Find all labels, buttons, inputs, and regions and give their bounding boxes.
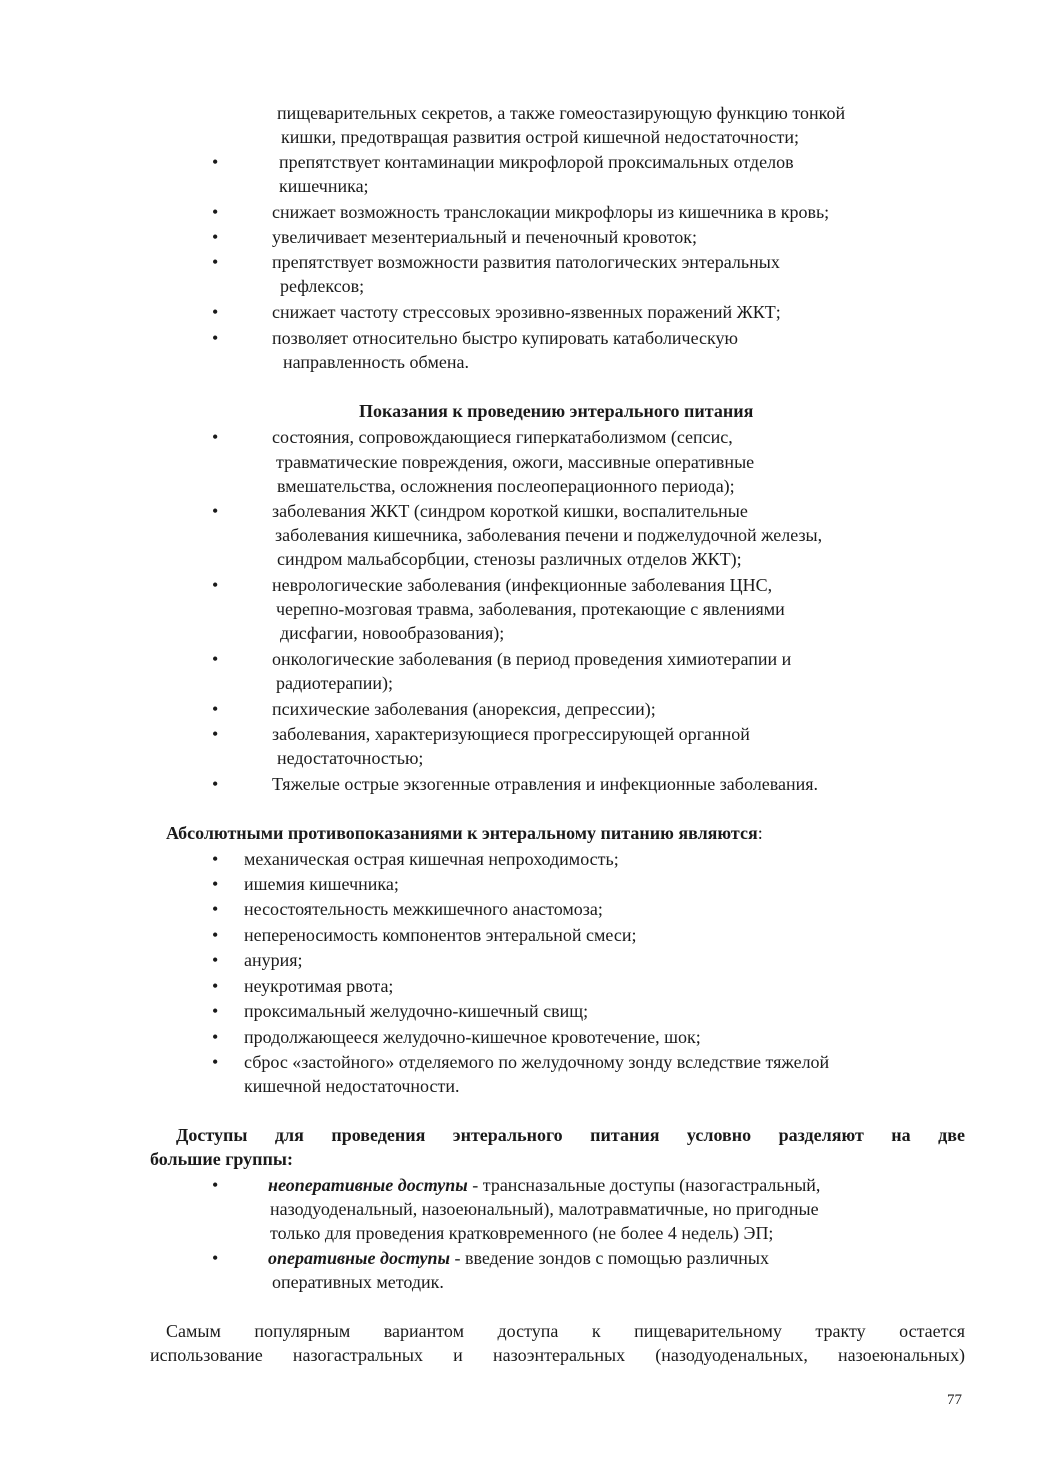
term-operative: оперативные доступы — [268, 1248, 450, 1268]
list-item-line: механическая острая кишечная непроходимость; — [244, 849, 619, 869]
list-item-line: кишечной недостаточности. — [244, 1076, 460, 1096]
list-item-line: только для проведения кратковременного (не более 4 недель) ЭП; — [270, 1223, 774, 1243]
list-item-line: направленность обмена. — [283, 352, 470, 372]
list-item-line: пищеварительных секретов, а также гомеостазирующую функцию тонкой — [277, 103, 846, 123]
list-item-line: снижает возможность транслокации микрофлоры из кишечника в кровь; — [272, 202, 830, 222]
bullet: • — [212, 1175, 219, 1195]
list-item-line: радиотерапии); — [276, 673, 394, 693]
bullet: • — [212, 252, 219, 272]
list-item-line: продолжающееся желудочно-кишечное кровотечение, шок; — [244, 1027, 701, 1047]
list-item-line: рефлексов; — [280, 276, 365, 296]
term-separator: - — [467, 1175, 483, 1195]
term-separator: - — [450, 1248, 465, 1268]
list-item-line: сброс «застойного» отделяемого по желудочному зонду вследствие тяжелой — [244, 1052, 830, 1072]
list-item-line: препятствует возможности развития патологических энтеральных — [272, 252, 780, 272]
list-item-line: состояния, сопровождающиеся гиперкатаболизмом (сепсис, — [272, 427, 733, 447]
bullet: • — [212, 849, 219, 869]
list-item-line: назодуоденальный, назоеюнальный), малотравматичные, но пригодные — [270, 1199, 819, 1219]
section-heading — [166, 821, 763, 845]
list-item-line: травматические повреждения, ожоги, массивные оперативные — [276, 452, 755, 472]
bullet: • — [212, 202, 219, 222]
list-item-line: Тяжелые острые экзогенные отравления и инфекционные заболевания. — [272, 774, 818, 794]
list-item-line: проксимальный желудочно-кишечный свищ; — [244, 1001, 589, 1021]
bullet: • — [212, 925, 219, 945]
list-item-line: онкологические заболевания (в период проведения химиотерапии и — [272, 649, 792, 669]
bullet: • — [212, 328, 219, 348]
bullet: • — [212, 699, 219, 719]
list-item-line: недостаточностью; — [277, 748, 424, 768]
list-item-line: заболевания ЖКТ (синдром короткой кишки, воспалительные — [272, 501, 748, 521]
list-item-line — [268, 1173, 820, 1197]
bullet: • — [212, 774, 219, 794]
bullet: • — [212, 302, 219, 322]
list-item-line — [268, 1246, 769, 1270]
bullet: • — [212, 1052, 219, 1072]
list-item-line: кишечника; — [279, 176, 369, 196]
term-definition: введение зондов с помощью различных — [465, 1248, 770, 1268]
list-item-line: препятствует контаминации микрофлорой проксимальных отделов — [279, 152, 794, 172]
list-item-line: синдром мальабсорбции, стенозы различных отделов ЖКТ); — [277, 549, 742, 569]
bullet: • — [212, 724, 219, 744]
bullet: • — [212, 1001, 219, 1021]
list-item-line: оперативных методик. — [272, 1272, 444, 1292]
bullet: • — [212, 899, 219, 919]
paragraph-line: Самым популярным вариантом доступа к пищеварительному тракту остается — [166, 1321, 965, 1341]
bullet: • — [212, 1027, 219, 1047]
list-item-line: заболевания кишечника, заболевания печени и поджелудочной железы, — [275, 525, 823, 545]
list-item-line: снижает частоту стрессовых эрозивно-язвенных поражений ЖКТ; — [272, 302, 781, 322]
term-nonoperative: неоперативные доступы — [268, 1175, 468, 1195]
heading-colon: : — [757, 823, 763, 843]
list-item-line: дисфагии, новообразования); — [280, 623, 505, 643]
bullet: • — [212, 976, 219, 996]
section-heading: Доступы для проведения энтерального питания условно разделяют на две — [176, 1125, 965, 1145]
list-item-line: неукротимая рвота; — [244, 976, 394, 996]
bullet: • — [212, 649, 219, 669]
list-item-line: заболевания, характеризующиеся прогрессирующей органной — [272, 724, 750, 744]
list-item-line: вмешательства, осложнения послеоперационного периода); — [277, 476, 735, 496]
list-item-line: непереносимость компонентов энтеральной смеси; — [244, 925, 637, 945]
term-definition: трансназальные доступы (назогастральный, — [482, 1175, 821, 1195]
list-item-line: позволяет относительно быстро купировать катаболическую — [272, 328, 738, 348]
list-item-line: ишемия кишечника; — [244, 874, 399, 894]
bullet: • — [212, 427, 219, 447]
list-item-line: черепно-мозговая травма, заболевания, протекающие с явлениями — [276, 599, 785, 619]
paragraph-line: использование назогастральных и назоэнтеральных (назодуоденальных, назоеюнальных) — [150, 1345, 965, 1365]
list-item-line: кишки, предотвращая развития острой кишечной недостаточности; — [281, 127, 800, 147]
section-heading: Показания к проведению энтерального питания — [359, 401, 754, 421]
list-item-line: психические заболевания (анорексия, депрессии); — [272, 699, 656, 719]
bullet: • — [212, 874, 219, 894]
bullet: • — [212, 1248, 219, 1268]
bullet: • — [212, 227, 219, 247]
bullet: • — [212, 501, 219, 521]
list-item-line: неврологические заболевания (инфекционные заболевания ЦНС, — [272, 575, 773, 595]
bullet: • — [212, 152, 219, 172]
bullet: • — [212, 950, 219, 970]
section-heading-text: Абсолютными противопоказаниями к энтеральному питанию являются — [166, 823, 758, 843]
page-number: 77 — [947, 1392, 962, 1408]
list-item-line: анурия; — [244, 950, 303, 970]
bullet: • — [212, 575, 219, 595]
section-heading-continuation: большие группы: — [150, 1149, 293, 1169]
list-item-line: увеличивает мезентериальный и печеночный кровоток; — [272, 227, 697, 247]
list-item-line: несостоятельность межкишечного анастомоза; — [244, 899, 603, 919]
